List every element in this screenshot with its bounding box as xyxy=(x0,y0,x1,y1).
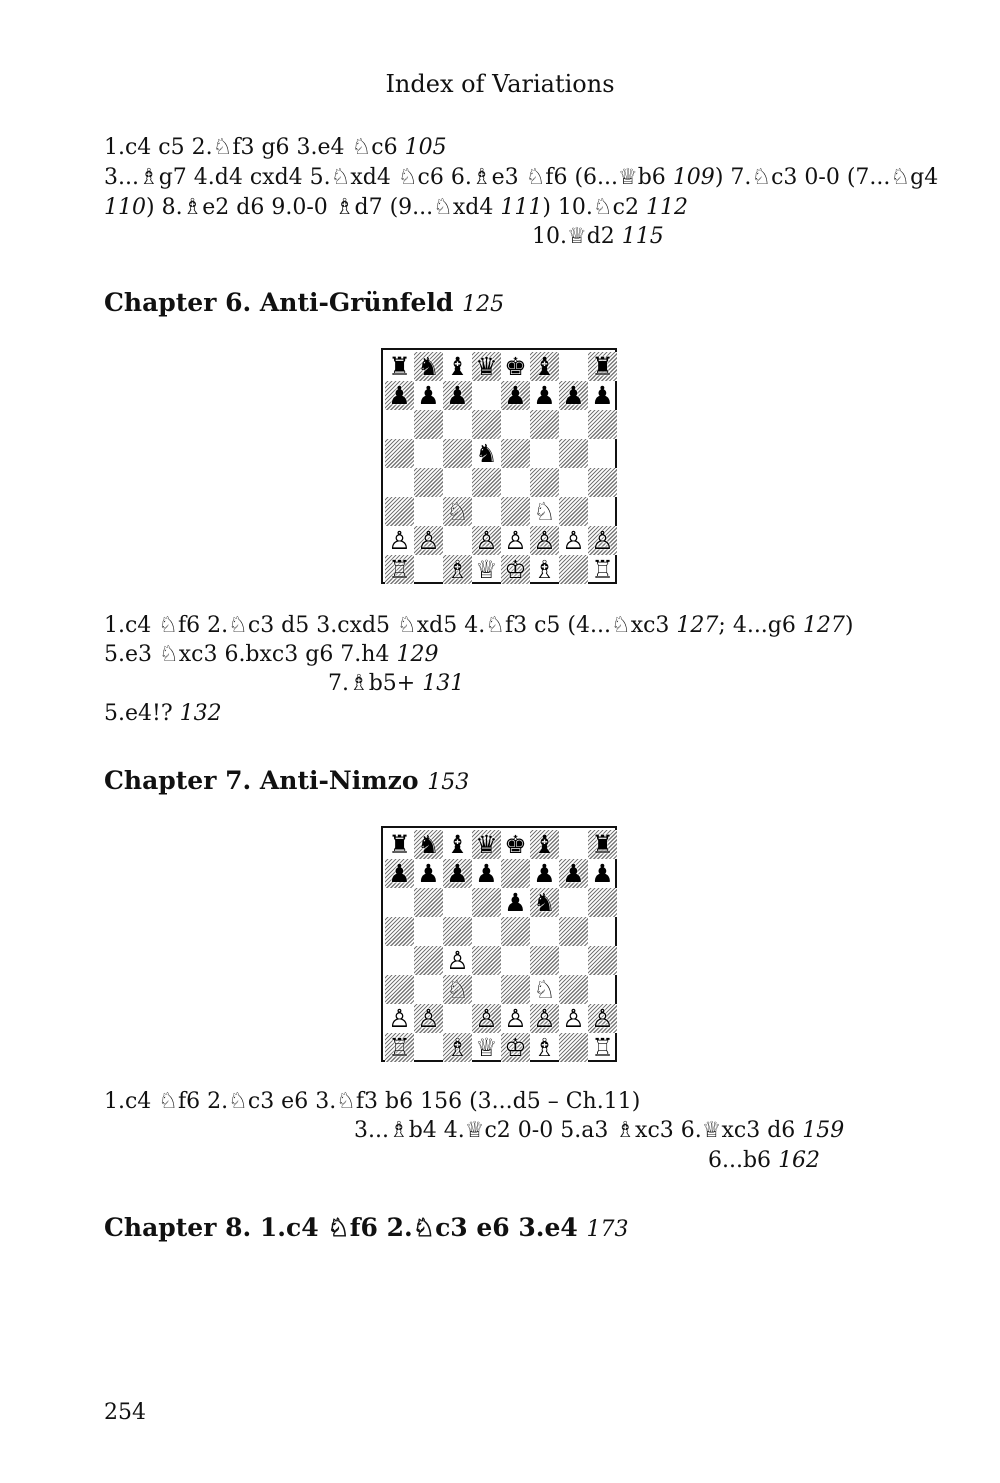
white-pawn-icon: ♙ xyxy=(591,526,614,555)
board-square xyxy=(385,946,414,975)
white-knight-icon: ♘ xyxy=(533,975,556,1004)
page-ref: 132 xyxy=(179,701,222,726)
board-square xyxy=(443,1004,472,1033)
variation-line: 10.♕d2 115 xyxy=(532,224,664,249)
black-pawn-icon: ♟ xyxy=(533,381,556,410)
black-pawn-icon: ♟ xyxy=(504,888,527,917)
chapter-heading: Chapter 8. 1.c4 ♘f6 2.♘c3 e6 3.e4 173 xyxy=(104,1213,629,1242)
white-pawn-icon: ♙ xyxy=(504,526,527,555)
black-pawn-icon: ♟ xyxy=(446,381,469,410)
black-pawn-icon: ♟ xyxy=(562,859,585,888)
board-square xyxy=(588,975,617,1004)
variation-line: 110) 8.♗e2 d6 9.0-0 ♗d7 (9...♘xd4 111) 10.♘c2 112 xyxy=(104,195,688,220)
black-pawn-icon: ♟ xyxy=(388,859,411,888)
board-square xyxy=(414,946,443,975)
variation-line: 5.e4!? 132 xyxy=(104,701,222,726)
page-ref: 129 xyxy=(396,642,439,667)
chapter-heading: Chapter 6. Anti-Grünfeld 125 xyxy=(104,288,505,317)
board-square xyxy=(530,917,559,946)
page-ref: 131 xyxy=(422,671,465,696)
page-ref: 112 xyxy=(645,195,688,220)
white-pawn-icon: ♙ xyxy=(475,1004,498,1033)
black-pawn-icon: ♟ xyxy=(591,859,614,888)
page-number: 254 xyxy=(104,1400,146,1425)
black-queen-icon: ♛ xyxy=(475,830,498,859)
black-pawn-icon: ♟ xyxy=(417,381,440,410)
white-pawn-icon: ♙ xyxy=(417,1004,440,1033)
black-pawn-icon: ♟ xyxy=(533,859,556,888)
page-ref: 110 xyxy=(104,195,146,220)
board-square xyxy=(559,946,588,975)
board-square xyxy=(588,439,617,468)
variation-line: 6...b6 162 xyxy=(708,1148,821,1173)
board-square xyxy=(414,468,443,497)
board-square xyxy=(588,468,617,497)
white-bishop-icon: ♗ xyxy=(446,1033,469,1062)
board-square xyxy=(443,410,472,439)
white-queen-icon: ♕ xyxy=(475,1033,498,1062)
chess-diagram xyxy=(381,826,617,1062)
white-pawn-icon: ♙ xyxy=(446,946,469,975)
board-square xyxy=(414,888,443,917)
black-bishop-icon: ♝ xyxy=(533,830,556,859)
black-pawn-icon: ♟ xyxy=(504,381,527,410)
board-square xyxy=(385,468,414,497)
running-head: Index of Variations xyxy=(385,70,615,98)
board-square xyxy=(443,439,472,468)
board-square xyxy=(501,439,530,468)
black-knight-icon: ♞ xyxy=(533,888,556,917)
page-ref: 159 xyxy=(802,1118,845,1143)
board-square xyxy=(443,526,472,555)
board-square xyxy=(385,410,414,439)
white-pawn-icon: ♙ xyxy=(562,526,585,555)
white-rook-icon: ♖ xyxy=(388,555,411,584)
black-pawn-icon: ♟ xyxy=(591,381,614,410)
black-rook-icon: ♜ xyxy=(591,352,614,381)
variation-line: 7.♗b5+ 131 xyxy=(328,671,465,696)
board-square xyxy=(501,975,530,1004)
white-knight-icon: ♘ xyxy=(446,497,469,526)
board-square xyxy=(530,946,559,975)
board-square xyxy=(501,497,530,526)
page-ref: 125 xyxy=(462,292,505,317)
board-square xyxy=(559,352,588,381)
white-bishop-icon: ♗ xyxy=(533,1033,556,1062)
board-square xyxy=(501,410,530,439)
board-square xyxy=(530,410,559,439)
black-rook-icon: ♜ xyxy=(591,830,614,859)
white-bishop-icon: ♗ xyxy=(533,555,556,584)
board-square xyxy=(559,1033,588,1062)
black-pawn-icon: ♟ xyxy=(388,381,411,410)
white-pawn-icon: ♙ xyxy=(475,526,498,555)
board-square xyxy=(443,917,472,946)
chapter-heading: Chapter 7. Anti-Nimzo 153 xyxy=(104,766,470,795)
board-square xyxy=(559,410,588,439)
board-square xyxy=(588,917,617,946)
page-ref: 111 xyxy=(500,195,543,220)
black-pawn-icon: ♟ xyxy=(446,859,469,888)
board-square xyxy=(501,946,530,975)
board-square xyxy=(501,468,530,497)
board-square xyxy=(414,975,443,1004)
white-pawn-icon: ♙ xyxy=(591,1004,614,1033)
board-square xyxy=(414,497,443,526)
board-square xyxy=(559,917,588,946)
board-square xyxy=(472,888,501,917)
white-pawn-icon: ♙ xyxy=(533,1004,556,1033)
board-square xyxy=(559,497,588,526)
board-square xyxy=(559,439,588,468)
board-square xyxy=(588,888,617,917)
board-square xyxy=(472,975,501,1004)
variation-line: 1.c4 ♘f6 2.♘c3 e6 3.♘f3 b6 156 (3...d5 – Ch.11) xyxy=(104,1089,641,1114)
page-ref: 173 xyxy=(586,1217,629,1242)
board-square xyxy=(414,917,443,946)
board-square xyxy=(530,439,559,468)
page-ref: 153 xyxy=(427,770,470,795)
black-pawn-icon: ♟ xyxy=(417,859,440,888)
board-square xyxy=(414,410,443,439)
black-king-icon: ♚ xyxy=(504,830,527,859)
white-queen-icon: ♕ xyxy=(475,555,498,584)
board-square xyxy=(472,381,501,410)
variation-line: 3...♗b4 4.♕c2 0-0 5.a3 ♗xc3 6.♕xc3 d6 159 xyxy=(354,1118,845,1143)
black-knight-icon: ♞ xyxy=(475,439,498,468)
white-rook-icon: ♖ xyxy=(591,555,614,584)
black-king-icon: ♚ xyxy=(504,352,527,381)
white-king-icon: ♔ xyxy=(504,555,527,584)
board-square xyxy=(530,468,559,497)
black-knight-icon: ♞ xyxy=(417,830,440,859)
white-knight-icon: ♘ xyxy=(533,497,556,526)
page-ref: 127 xyxy=(676,613,719,638)
board-square xyxy=(385,888,414,917)
board-square xyxy=(414,1033,443,1062)
white-pawn-icon: ♙ xyxy=(533,526,556,555)
board-square xyxy=(559,555,588,584)
black-bishop-icon: ♝ xyxy=(533,352,556,381)
black-queen-icon: ♛ xyxy=(475,352,498,381)
board-square xyxy=(385,975,414,1004)
board-square xyxy=(559,830,588,859)
board-square xyxy=(588,410,617,439)
variation-line: 1.c4 c5 2.♘f3 g6 3.e4 ♘c6 105 xyxy=(104,135,447,160)
board-square xyxy=(472,468,501,497)
board-square xyxy=(385,497,414,526)
board-square xyxy=(559,975,588,1004)
board-square xyxy=(443,888,472,917)
board-square xyxy=(385,917,414,946)
variation-line: 3...♗g7 4.d4 cxd4 5.♘xd4 ♘c6 6.♗e3 ♘f6 (6...♕b6 109) 7.♘c3 0-0 (7...♘g4 xyxy=(104,165,939,190)
board-square xyxy=(559,888,588,917)
board-square xyxy=(588,497,617,526)
variation-line: 5.e3 ♘xc3 6.bxc3 g6 7.h4 129 xyxy=(104,642,439,667)
black-pawn-icon: ♟ xyxy=(562,381,585,410)
board-square xyxy=(414,555,443,584)
white-bishop-icon: ♗ xyxy=(446,555,469,584)
white-pawn-icon: ♙ xyxy=(388,526,411,555)
board-square xyxy=(472,410,501,439)
page-ref: 127 xyxy=(802,613,845,638)
board-square xyxy=(588,946,617,975)
board-square xyxy=(501,859,530,888)
board-square xyxy=(559,468,588,497)
page-ref: 162 xyxy=(778,1148,821,1173)
page-ref: 105 xyxy=(404,135,447,160)
black-rook-icon: ♜ xyxy=(388,352,411,381)
board-square xyxy=(443,468,472,497)
black-rook-icon: ♜ xyxy=(388,830,411,859)
black-knight-icon: ♞ xyxy=(417,352,440,381)
board-square xyxy=(472,917,501,946)
page-ref: 109 xyxy=(672,165,715,190)
black-bishop-icon: ♝ xyxy=(446,830,469,859)
variation-line: 1.c4 ♘f6 2.♘c3 d5 3.cxd5 ♘xd5 4.♘f3 c5 (4...♘xc3 127; 4...g6 127) xyxy=(104,613,854,638)
white-knight-icon: ♘ xyxy=(446,975,469,1004)
black-bishop-icon: ♝ xyxy=(446,352,469,381)
board-square xyxy=(472,497,501,526)
white-pawn-icon: ♙ xyxy=(562,1004,585,1033)
white-rook-icon: ♖ xyxy=(591,1033,614,1062)
page-ref: 115 xyxy=(621,224,664,249)
white-king-icon: ♔ xyxy=(504,1033,527,1062)
white-pawn-icon: ♙ xyxy=(504,1004,527,1033)
white-pawn-icon: ♙ xyxy=(417,526,440,555)
chess-diagram xyxy=(381,348,617,584)
board-square xyxy=(472,946,501,975)
board-square xyxy=(414,439,443,468)
white-pawn-icon: ♙ xyxy=(388,1004,411,1033)
black-pawn-icon: ♟ xyxy=(475,859,498,888)
board-square xyxy=(385,439,414,468)
white-rook-icon: ♖ xyxy=(388,1033,411,1062)
board-square xyxy=(501,917,530,946)
